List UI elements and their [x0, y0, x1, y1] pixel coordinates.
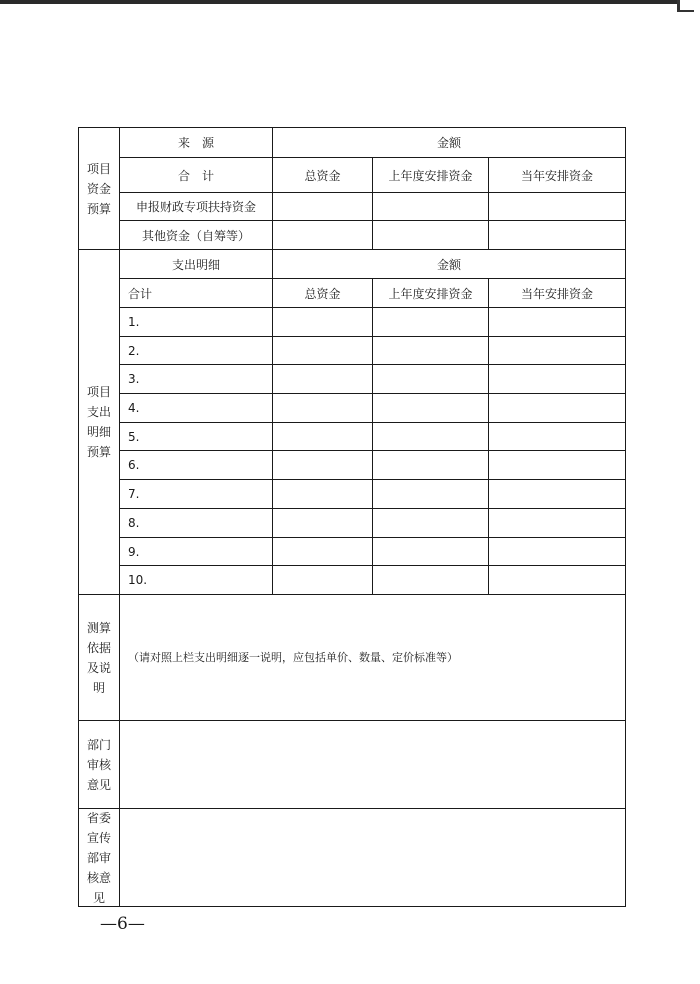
col-previous-year: 上年度安排资金	[388, 168, 473, 183]
expense-item: 6.	[128, 458, 140, 472]
basis-section-label: 测算依据及说明	[86, 620, 111, 695]
expense-amount-header: 金额	[436, 257, 461, 272]
amount-header: 金额	[436, 136, 461, 150]
scan-edge-mark	[0, 0, 680, 4]
expense-col-total-funds: 总资金	[304, 286, 341, 301]
dept-review-label: 部门审核意见	[86, 737, 111, 792]
scan-corner-mark	[677, 0, 694, 12]
page-number: —6—	[100, 914, 145, 934]
budget-section-label: 项目资金预算	[86, 161, 111, 216]
expense-item: 9.	[128, 544, 140, 559]
total-row-label: 合 计	[177, 168, 214, 183]
expense-item: 1.	[128, 315, 140, 329]
basis-note: （请对照上栏支出明细逐一说明，应包括单价、数量、定价标准等）	[128, 651, 458, 664]
expense-detail-header: 支出明细	[171, 257, 220, 272]
prov-review-label: 省委宣传部审核意见	[86, 810, 111, 905]
expense-item: 7.	[128, 487, 140, 501]
expense-item: 2.	[128, 343, 140, 358]
expense-col-previous-year: 上年度安排资金	[388, 286, 473, 301]
source-header: 来 源	[177, 136, 214, 150]
expense-total-label: 合计	[128, 286, 153, 301]
row-special-funds: 申报财政专项扶持资金	[135, 200, 256, 214]
expense-col-current-year: 当年安排资金	[520, 286, 593, 301]
expense-section-label: 项目支出明细预算	[86, 385, 111, 459]
expense-item: 4.	[128, 401, 140, 415]
expense-item: 5.	[128, 429, 140, 444]
expense-item: 3.	[128, 372, 140, 386]
col-total-funds: 总资金	[304, 168, 341, 183]
row-other-funds: 其他资金（自筹等）	[141, 228, 250, 243]
col-current-year: 当年安排资金	[520, 168, 593, 183]
expense-item: 8.	[128, 516, 140, 530]
expense-item: 10.	[128, 573, 148, 587]
